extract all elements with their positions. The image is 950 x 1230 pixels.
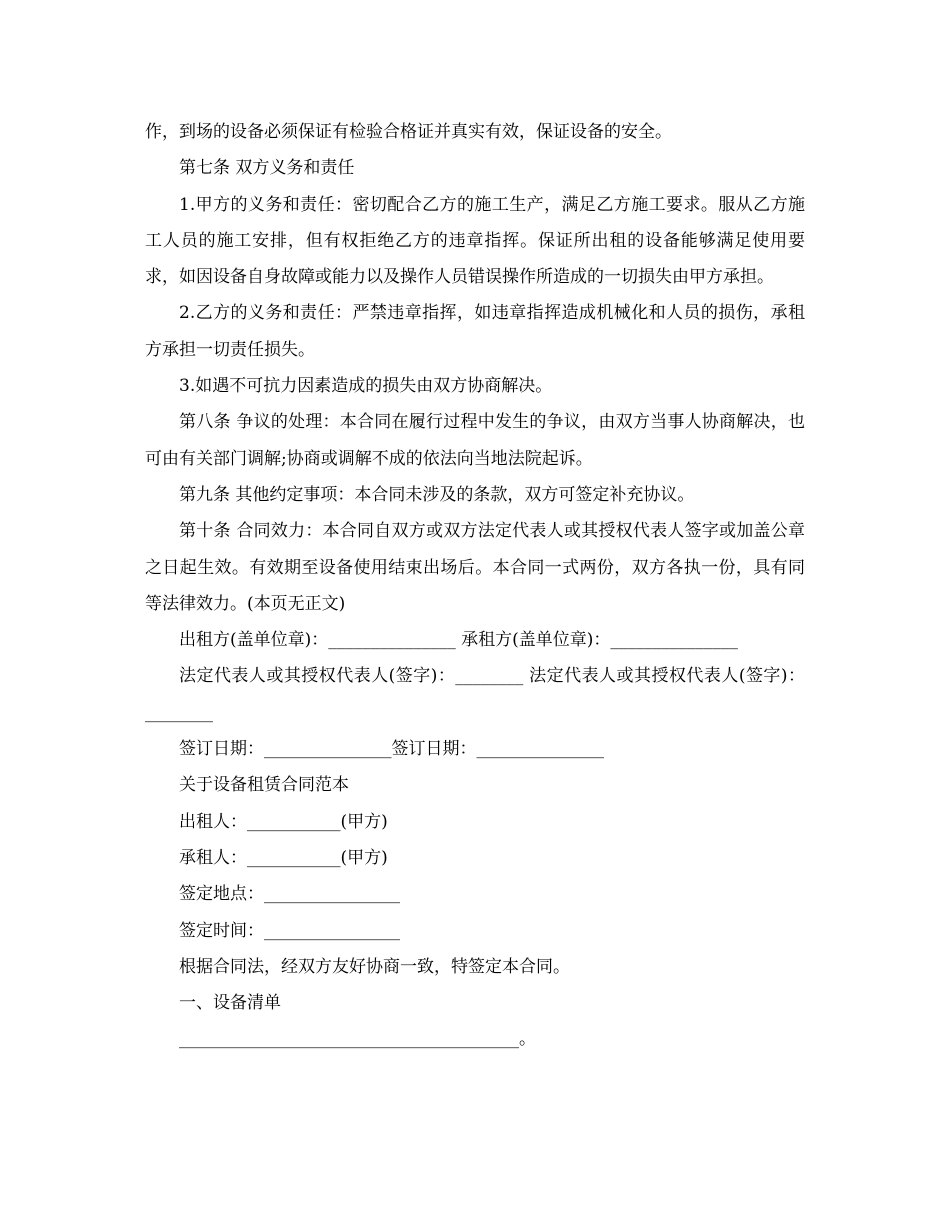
lessor-field: 出租人：___________(甲方) [179, 811, 388, 832]
party-a-obligations: 1.甲方的义务和责任：密切配合乙方的施工生产，满足乙方施工要求。服从乙方施工人员的施工安排，但有权拒绝乙方的违章指挥。保证所出租的设备能够满足使用要求，如因设备自身故障或能力以及操作人员错误操作所造成的一切损失由甲方承担。 [145, 194, 805, 288]
legal-representative-signature-line: 法定代表人或其授权代表人(签字)：________ 法定代表人或其授权代表人(签字)：________ [145, 666, 805, 723]
contract-template-title: 关于设备租赁合同范本 [179, 775, 349, 796]
lessor-lessee-seal-line: 出租方(盖单位章)：_______________ 承租方(盖单位章)：_______________ [179, 630, 738, 651]
contract-preamble: 根据合同法，经双方友好协商一致，特签定本合同。 [179, 956, 570, 977]
section-1-equipment-list-heading: 一、设备清单 [179, 993, 281, 1014]
paragraph-continuation: 作，到场的设备必须保证有检验合格证并真实有效，保证设备的安全。 [145, 122, 672, 142]
equipment-list-blank-line: ________________________________________。 [179, 1029, 536, 1050]
article-10-validity: 第十条 合同效力：本合同自双方或双方法定代表人或其授权代表人签字或加盖公章之日起生效。有效期至设备使用结束出场后。本合同一式两份，双方各执一份，具有同等法律效力。(本页无正文) [145, 521, 805, 614]
article-8-disputes: 第八条 争议的处理：本合同在履行过程中发生的争议，由双方当事人协商解决，也可由有关部门调解;协商或调解不成的依法向当地法院起诉。 [145, 412, 805, 469]
lessee-field: 承租人：___________(甲方) [179, 847, 388, 868]
document-body [145, 114, 805, 1058]
article-7-heading: 第七条 双方义务和责任 [179, 158, 355, 179]
signing-date-line: 签订日期：_______________签订日期：_______________ [179, 739, 604, 760]
signing-time-field: 签定时间：________________ [179, 920, 400, 941]
force-majeure-clause: 3.如遇不可抗力因素造成的损失由双方协商解决。 [179, 376, 553, 397]
article-9-other-matters: 第九条 其他约定事项：本合同未涉及的条款，双方可签定补充协议。 [179, 484, 695, 505]
party-b-obligations: 2.乙方的义务和责任：严禁违章指挥，如违章指挥造成机械化和人员的损伤，承租方承担一切责任损失。 [145, 303, 805, 360]
signing-place-field: 签定地点：________________ [179, 884, 400, 905]
